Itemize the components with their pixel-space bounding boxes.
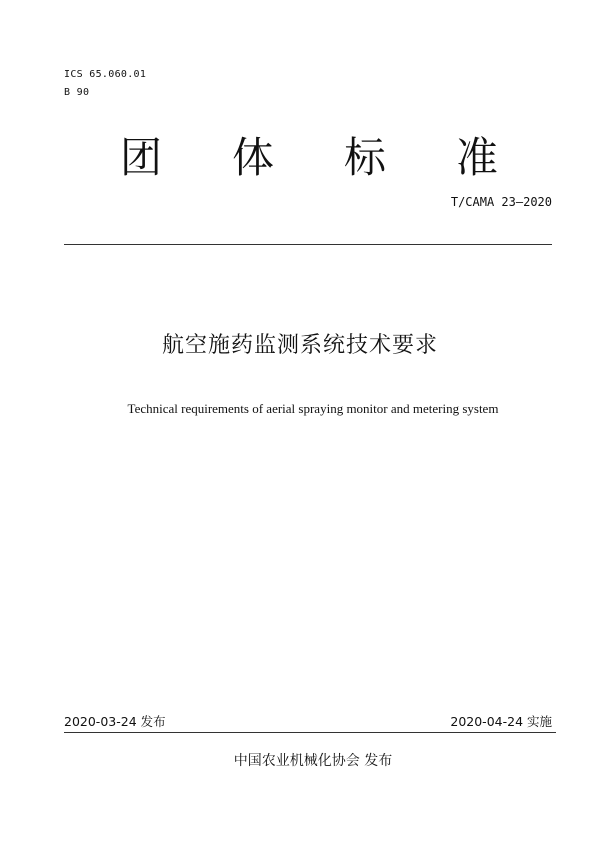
standard-type-char: 体: [231, 133, 274, 182]
standard-type-heading: [64, 128, 544, 188]
bottom-divider: [64, 732, 556, 733]
ccs-code: B 90: [64, 87, 90, 98]
standard-number: T/CAMA 23—2020: [450, 195, 552, 209]
ics-code: ICS 65.060.01: [64, 69, 147, 80]
issue-date: 2020-03-24 发布: [64, 714, 166, 729]
implementation-date: 2020-04-24 实施: [450, 714, 552, 729]
top-divider: [64, 244, 552, 245]
publisher: 中国农业机械化协会 发布: [233, 753, 393, 769]
standard-type-char: 准: [455, 133, 498, 182]
standard-type-char: 团: [120, 133, 163, 182]
classification-codes: [64, 66, 146, 102]
title-chinese: 航空施药监测系统技术要求: [161, 333, 438, 358]
title-english: Technical requirements of aerial spraying monitor and metering system: [127, 401, 499, 416]
standard-type-char: 标: [343, 133, 386, 182]
